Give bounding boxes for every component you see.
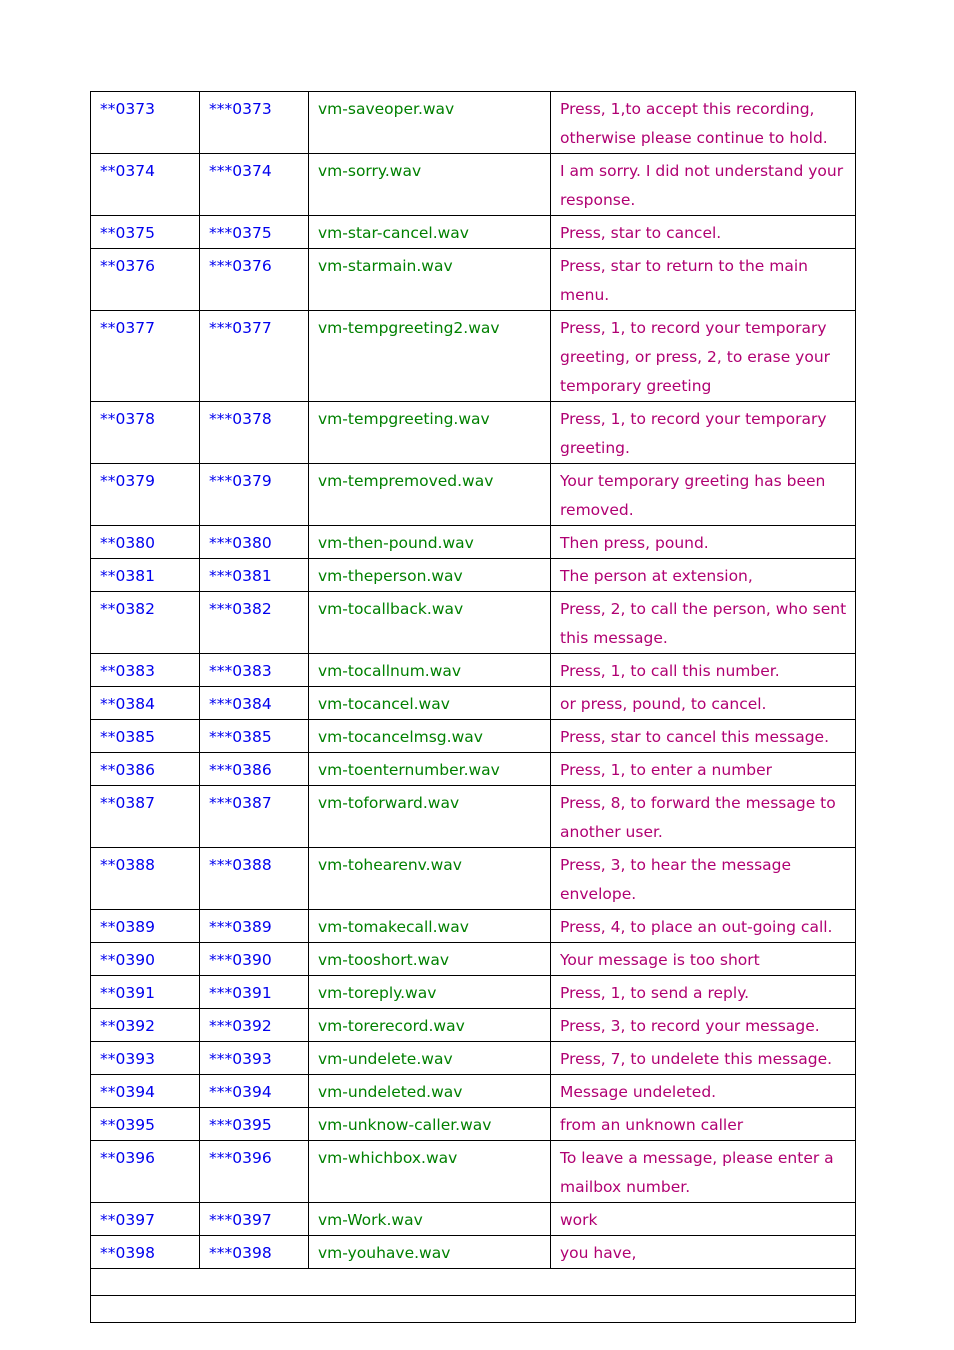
- filename-cell: vm-saveoper.wav: [309, 92, 551, 154]
- prompt-text-cell: Press, star to cancel this message.: [551, 720, 856, 753]
- long-code-cell: ***0386: [200, 753, 309, 786]
- table-row: [91, 1141, 856, 1203]
- short-code-cell: **0389: [91, 910, 200, 943]
- short-code-cell: **0398: [91, 1236, 200, 1269]
- short-code-cell: **0394: [91, 1075, 200, 1108]
- table-row: [91, 910, 856, 943]
- short-code-cell: **0393: [91, 1042, 200, 1075]
- filename-cell: vm-toreply.wav: [309, 976, 551, 1009]
- blank-row: [91, 1296, 856, 1323]
- table-row: [91, 1203, 856, 1236]
- table-row: [91, 753, 856, 786]
- short-code-cell: **0374: [91, 154, 200, 216]
- short-code-cell: **0378: [91, 402, 200, 464]
- table-row: [91, 402, 856, 464]
- long-code-cell: ***0392: [200, 1009, 309, 1042]
- table-row: [91, 1108, 856, 1141]
- table-row: [91, 1236, 856, 1269]
- prompt-text-cell: Press, 2, to call the person, who sent this message.: [551, 592, 856, 654]
- table-body: [91, 92, 856, 1323]
- prompt-text-cell: To leave a message, please enter a mailbox number.: [551, 1141, 856, 1203]
- short-code-cell: **0384: [91, 687, 200, 720]
- prompt-text-cell: Your message is too short: [551, 943, 856, 976]
- filename-cell: vm-tocallnum.wav: [309, 654, 551, 687]
- short-code-cell: **0373: [91, 92, 200, 154]
- long-code-cell: ***0374: [200, 154, 309, 216]
- prompt-text-cell: I am sorry. I did not understand your response.: [551, 154, 856, 216]
- filename-cell: vm-tohearenv.wav: [309, 848, 551, 910]
- filename-cell: vm-star-cancel.wav: [309, 216, 551, 249]
- table-row: [91, 786, 856, 848]
- long-code-cell: ***0384: [200, 687, 309, 720]
- prompt-text-cell: Press, 8, to forward the message to another user.: [551, 786, 856, 848]
- filename-cell: vm-tempgreeting2.wav: [309, 311, 551, 402]
- filename-cell: vm-toforward.wav: [309, 786, 551, 848]
- table-row: [91, 654, 856, 687]
- table-row: [91, 216, 856, 249]
- long-code-cell: ***0380: [200, 526, 309, 559]
- short-code-cell: **0387: [91, 786, 200, 848]
- blank-cell: [91, 1269, 856, 1296]
- long-code-cell: ***0391: [200, 976, 309, 1009]
- blank-cell: [91, 1296, 856, 1323]
- filename-cell: vm-toenternumber.wav: [309, 753, 551, 786]
- long-code-cell: ***0396: [200, 1141, 309, 1203]
- prompt-table: [90, 91, 856, 1323]
- prompt-text-cell: or press, pound, to cancel.: [551, 687, 856, 720]
- long-code-cell: ***0394: [200, 1075, 309, 1108]
- prompt-text-cell: Press, 1, to record your temporary greeting, or press, 2, to erase your temporary greeting: [551, 311, 856, 402]
- long-code-cell: ***0377: [200, 311, 309, 402]
- long-code-cell: ***0379: [200, 464, 309, 526]
- table-row: [91, 943, 856, 976]
- filename-cell: vm-tempremoved.wav: [309, 464, 551, 526]
- long-code-cell: ***0390: [200, 943, 309, 976]
- prompt-text-cell: The person at extension,: [551, 559, 856, 592]
- filename-cell: vm-starmain.wav: [309, 249, 551, 311]
- blank-row: [91, 1269, 856, 1296]
- long-code-cell: ***0398: [200, 1236, 309, 1269]
- short-code-cell: **0397: [91, 1203, 200, 1236]
- filename-cell: vm-tocallback.wav: [309, 592, 551, 654]
- filename-cell: vm-unknow-caller.wav: [309, 1108, 551, 1141]
- short-code-cell: **0377: [91, 311, 200, 402]
- short-code-cell: **0385: [91, 720, 200, 753]
- prompt-text-cell: Press, 1, to call this number.: [551, 654, 856, 687]
- prompt-text-cell: you have,: [551, 1236, 856, 1269]
- prompt-text-cell: Press, 7, to undelete this message.: [551, 1042, 856, 1075]
- prompt-text-cell: Press, star to cancel.: [551, 216, 856, 249]
- long-code-cell: ***0397: [200, 1203, 309, 1236]
- filename-cell: vm-theperson.wav: [309, 559, 551, 592]
- prompt-text-cell: Then press, pound.: [551, 526, 856, 559]
- filename-cell: vm-sorry.wav: [309, 154, 551, 216]
- prompt-text-cell: Press, 1, to record your temporary greeting.: [551, 402, 856, 464]
- filename-cell: vm-tempgreeting.wav: [309, 402, 551, 464]
- filename-cell: vm-then-pound.wav: [309, 526, 551, 559]
- long-code-cell: ***0378: [200, 402, 309, 464]
- long-code-cell: ***0381: [200, 559, 309, 592]
- long-code-cell: ***0385: [200, 720, 309, 753]
- long-code-cell: ***0388: [200, 848, 309, 910]
- short-code-cell: **0392: [91, 1009, 200, 1042]
- filename-cell: vm-undelete.wav: [309, 1042, 551, 1075]
- long-code-cell: ***0375: [200, 216, 309, 249]
- table-row: [91, 464, 856, 526]
- prompt-text-cell: Press, 4, to place an out-going call.: [551, 910, 856, 943]
- prompt-text-cell: Press, 1,to accept this recording, otherwise please continue to hold.: [551, 92, 856, 154]
- filename-cell: vm-torerecord.wav: [309, 1009, 551, 1042]
- prompt-text-cell: work: [551, 1203, 856, 1236]
- prompt-text-cell: from an unknown caller: [551, 1108, 856, 1141]
- filename-cell: vm-undeleted.wav: [309, 1075, 551, 1108]
- prompt-text-cell: Press, star to return to the main menu.: [551, 249, 856, 311]
- short-code-cell: **0383: [91, 654, 200, 687]
- long-code-cell: ***0387: [200, 786, 309, 848]
- table-row: [91, 720, 856, 753]
- short-code-cell: **0380: [91, 526, 200, 559]
- long-code-cell: ***0389: [200, 910, 309, 943]
- short-code-cell: **0386: [91, 753, 200, 786]
- short-code-cell: **0381: [91, 559, 200, 592]
- filename-cell: vm-youhave.wav: [309, 1236, 551, 1269]
- long-code-cell: ***0376: [200, 249, 309, 311]
- short-code-cell: **0391: [91, 976, 200, 1009]
- table-row: [91, 687, 856, 720]
- table-row: [91, 92, 856, 154]
- filename-cell: vm-tocancelmsg.wav: [309, 720, 551, 753]
- short-code-cell: **0395: [91, 1108, 200, 1141]
- long-code-cell: ***0373: [200, 92, 309, 154]
- table-row: [91, 559, 856, 592]
- short-code-cell: **0379: [91, 464, 200, 526]
- prompt-text-cell: Press, 3, to hear the message envelope.: [551, 848, 856, 910]
- prompt-text-cell: Message undeleted.: [551, 1075, 856, 1108]
- filename-cell: vm-whichbox.wav: [309, 1141, 551, 1203]
- short-code-cell: **0396: [91, 1141, 200, 1203]
- short-code-cell: **0382: [91, 592, 200, 654]
- table-row: [91, 311, 856, 402]
- table-row: [91, 1009, 856, 1042]
- filename-cell: vm-Work.wav: [309, 1203, 551, 1236]
- table-row: [91, 976, 856, 1009]
- table-row: [91, 1075, 856, 1108]
- table-row: [91, 848, 856, 910]
- table-row: [91, 154, 856, 216]
- prompt-text-cell: Press, 1, to enter a number: [551, 753, 856, 786]
- long-code-cell: ***0382: [200, 592, 309, 654]
- table-row: [91, 592, 856, 654]
- prompt-text-cell: Your temporary greeting has been removed.: [551, 464, 856, 526]
- long-code-cell: ***0393: [200, 1042, 309, 1075]
- short-code-cell: **0388: [91, 848, 200, 910]
- filename-cell: vm-tocancel.wav: [309, 687, 551, 720]
- filename-cell: vm-tooshort.wav: [309, 943, 551, 976]
- table-row: [91, 526, 856, 559]
- filename-cell: vm-tomakecall.wav: [309, 910, 551, 943]
- prompt-text-cell: Press, 3, to record your message.: [551, 1009, 856, 1042]
- table-row: [91, 1042, 856, 1075]
- long-code-cell: ***0383: [200, 654, 309, 687]
- table-row: [91, 249, 856, 311]
- short-code-cell: **0376: [91, 249, 200, 311]
- long-code-cell: ***0395: [200, 1108, 309, 1141]
- prompt-text-cell: Press, 1, to send a reply.: [551, 976, 856, 1009]
- short-code-cell: **0390: [91, 943, 200, 976]
- short-code-cell: **0375: [91, 216, 200, 249]
